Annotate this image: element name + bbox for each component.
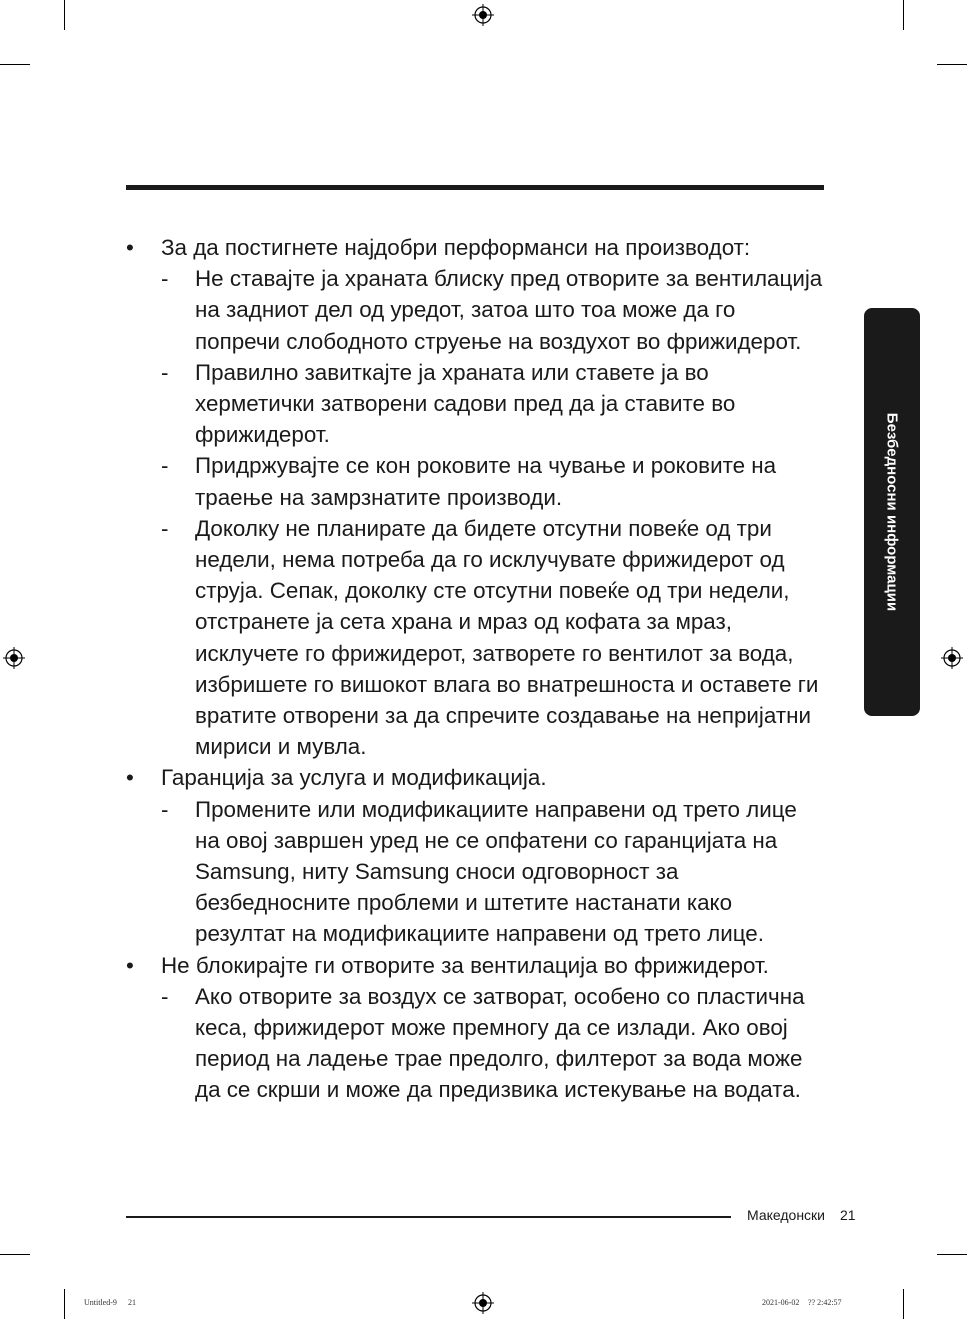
sub-item-text: Придржувајте се кон роковите на чување и роковите на траење на замрзнатите производи. (195, 453, 777, 510)
footer-language: Македонски (747, 1207, 825, 1223)
sub-list-item (126, 450, 826, 512)
registration-mark-icon (3, 647, 25, 669)
sub-list-item (126, 357, 826, 451)
list-item (126, 232, 826, 263)
crop-mark (903, 1289, 904, 1319)
slug-page: 21 (128, 1298, 136, 1307)
sub-item-text: Промените или модификациите направени од трето лице на овој завршен уред не се опфатени со гаранцијата на Samsung, ниту Samsung сноси одговорност за безбедносните проблеми и штетите настанати како резултат на модификациите направени од трето лице. (195, 796, 797, 947)
sub-item-text: Правилно завиткајте ја храната или ставете ја во херметички затворени садови пред да ја ставите во фрижидерот. (195, 359, 736, 448)
dash-mark: - (161, 453, 169, 479)
registration-mark-icon (472, 4, 494, 26)
sub-list-item (126, 513, 826, 763)
list-item (126, 762, 826, 793)
list-item-text: Не блокирајте ги отворите за вентилација во фрижидерот. (161, 952, 769, 978)
crop-mark (0, 1254, 30, 1255)
footer-rule (126, 1216, 731, 1218)
crop-mark (64, 1289, 65, 1319)
crop-mark (64, 0, 65, 30)
slug-date: 2021-06-02 (762, 1298, 800, 1307)
slug-file: Untitled-9 (84, 1298, 117, 1307)
sub-list-item (126, 794, 826, 950)
sub-item-text: Не ставајте ја храната блиску пред отворите за вентилација на задниот дел од уредот, затоа што тоа може да го попречи слободното струење на воздухот во фрижидерот. (195, 266, 823, 354)
dash-mark: - (161, 796, 169, 822)
crop-mark (937, 1254, 967, 1255)
dash-mark: - (161, 515, 169, 541)
registration-mark-icon (472, 1292, 494, 1314)
crop-mark (937, 64, 967, 65)
header-rule (126, 185, 824, 190)
body-content (126, 232, 826, 1106)
slug-time: ?? 2:42:57 (808, 1298, 842, 1307)
bullet-mark: • (126, 235, 134, 260)
crop-mark (903, 0, 904, 30)
sub-item-text: Ако отворите за воздух се затворат, особено со пластична кеса, фрижидерот може премногу да се излади. Ако овој период на ладење трае предолго, филтерот за вода може да се скрши и може да предизвика истекување на водата. (195, 983, 805, 1103)
sub-item-text: Доколку не планирате да бидете отсутни повеќе од три недели, нема потреба да го исклучувате фрижидерот од струја. Сепак, доколку сте отсутни повеќе од три недели, отстранете ја сета храна и мраз од кофата за мраз, исклучете го фрижидерот, затворете го вентилот за вода, избришете го вишокот влага во внатрешноста и оставете ги вратите отворени за да спречите создавање на непријатни мириси и мувла. (195, 515, 819, 760)
list-item (126, 950, 826, 981)
side-tab-label: Безбедносни информации (883, 412, 901, 612)
page-number: 21 (840, 1207, 856, 1223)
list-item-text: Гаранција за услуга и модификација. (161, 765, 547, 791)
section-side-tab (864, 308, 920, 716)
dash-mark: - (161, 266, 169, 292)
crop-mark (0, 64, 30, 65)
list-item-text: За да постигнете најдобри перформанси на производот: (161, 235, 751, 260)
sub-list-item (126, 263, 826, 357)
bullet-mark: • (126, 765, 134, 791)
sub-list-item (126, 981, 826, 1106)
registration-mark-icon (941, 647, 963, 669)
bullet-mark: • (126, 952, 134, 978)
dash-mark: - (161, 983, 169, 1009)
dash-mark: - (161, 359, 169, 385)
